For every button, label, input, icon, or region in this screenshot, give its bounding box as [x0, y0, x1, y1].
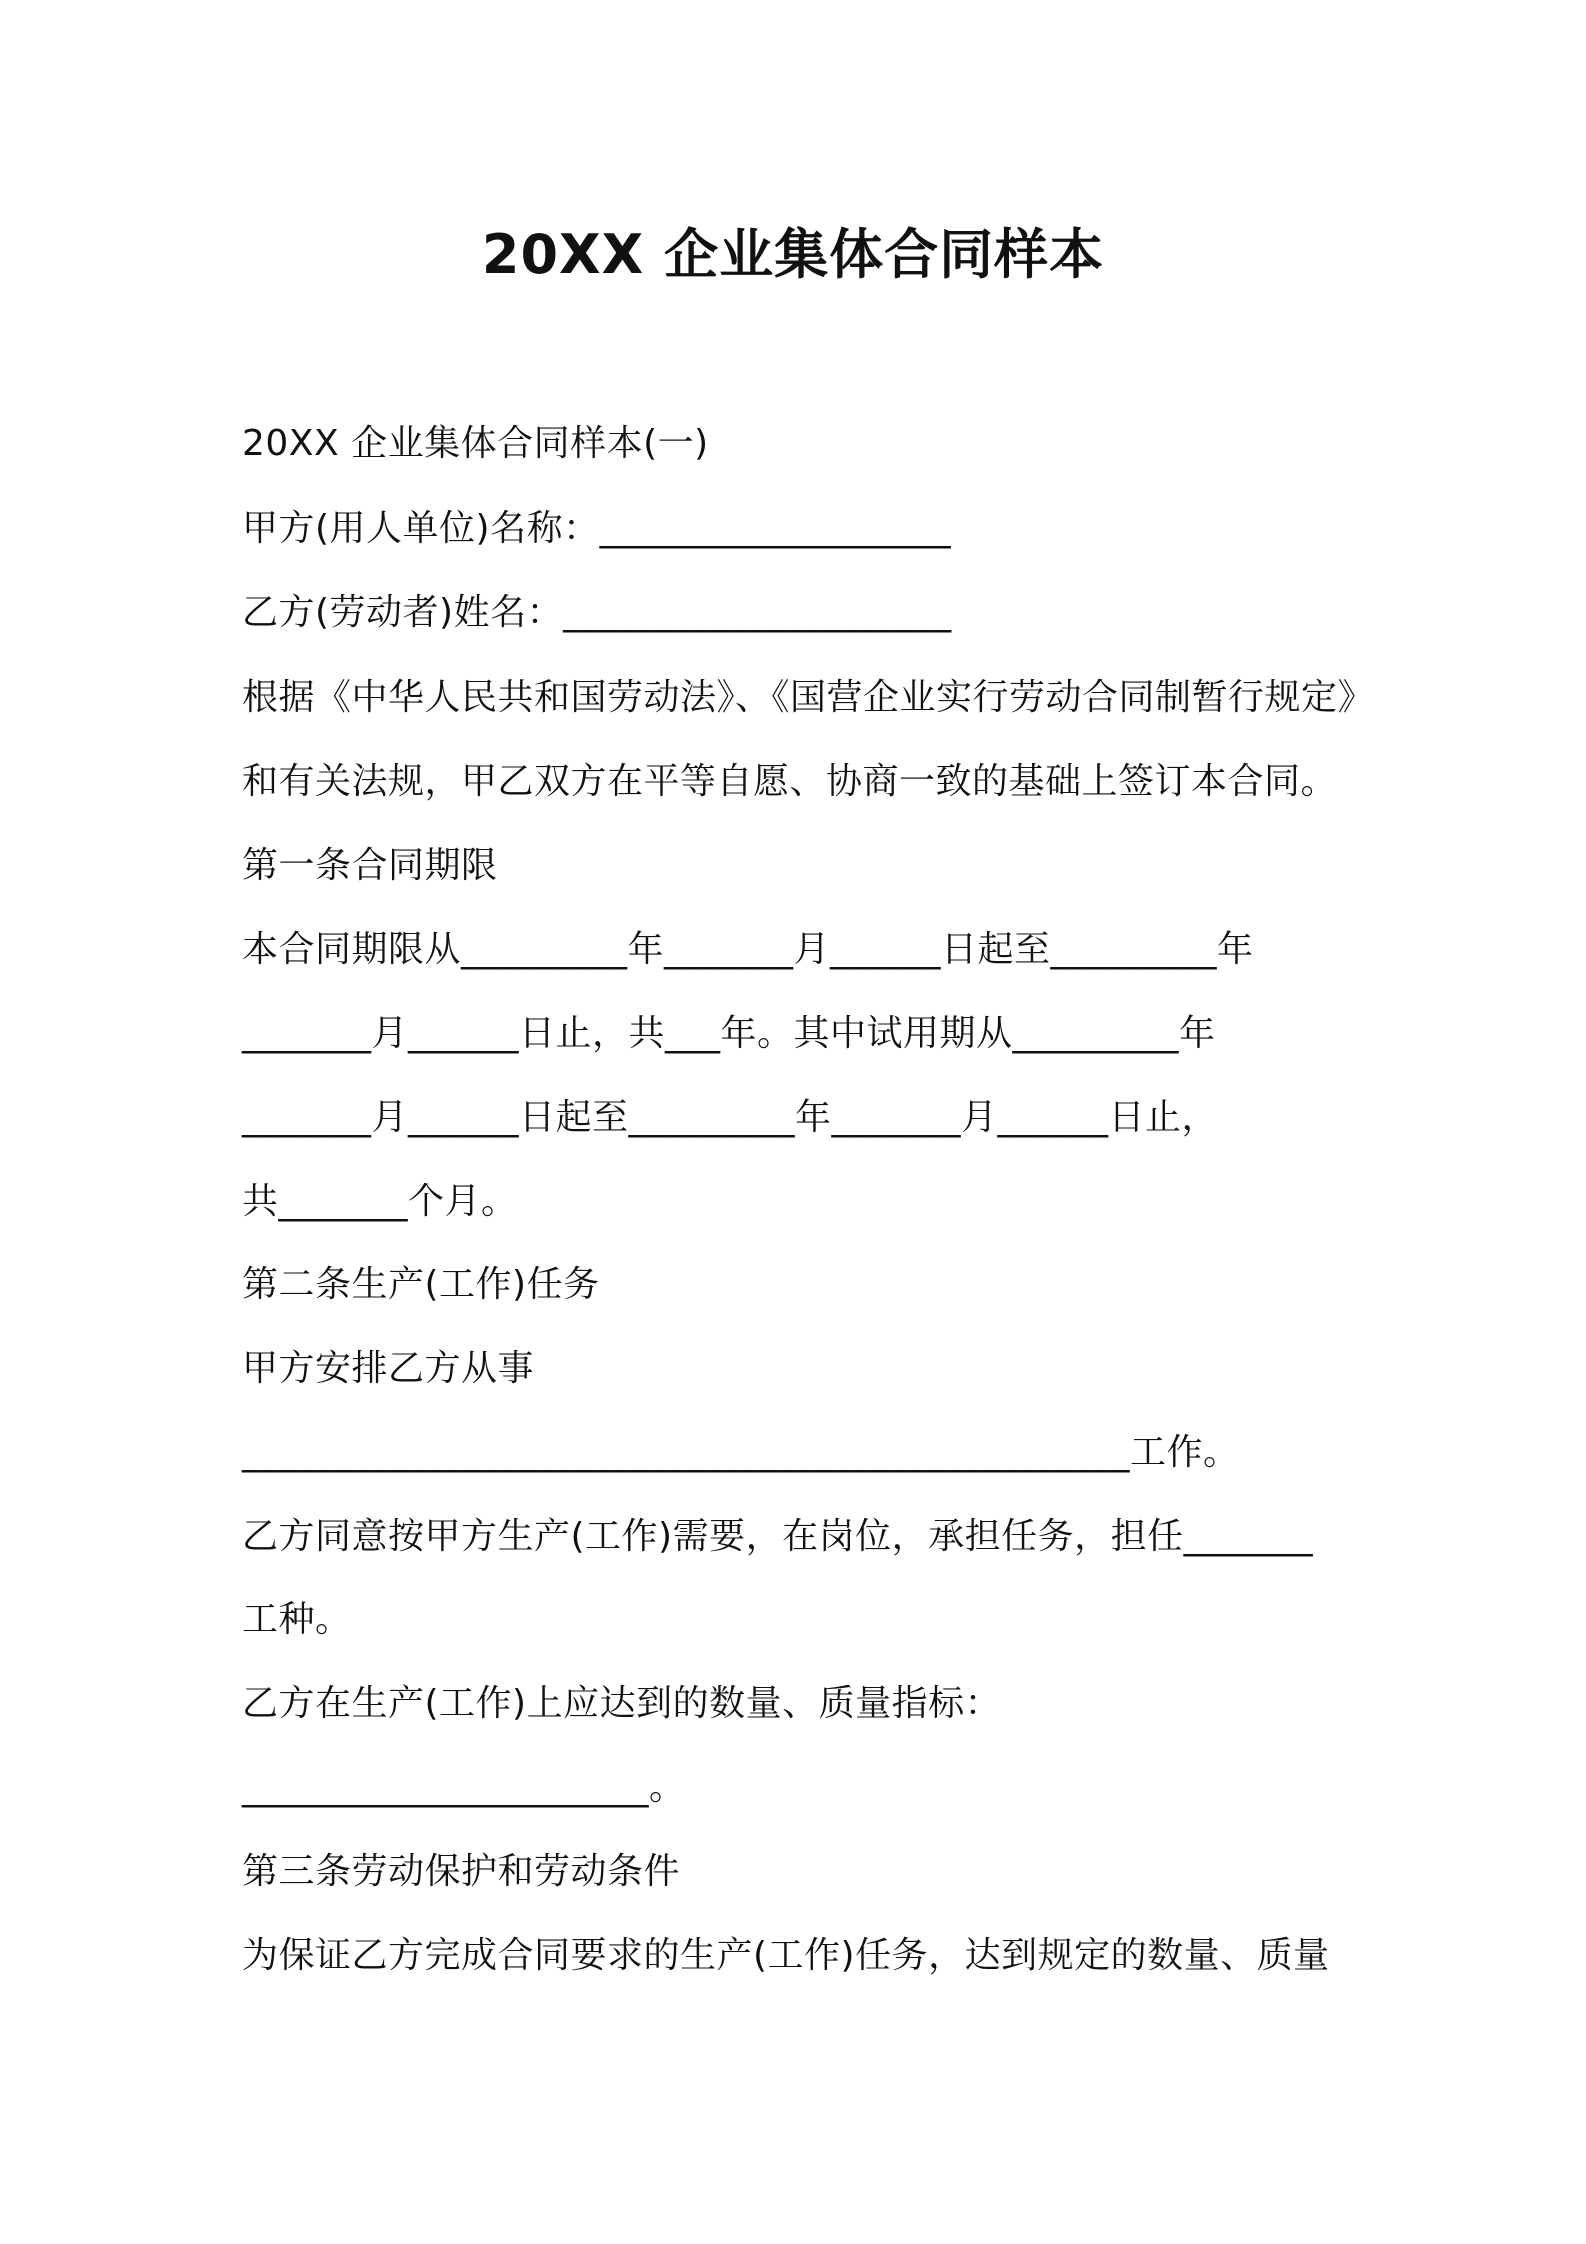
- article-2-line-2: ________________________________________________工作。: [242, 1432, 1240, 1473]
- article-2-heading: 第二条生产(工作)任务: [242, 1264, 600, 1305]
- article-2-line-3: 乙方同意按甲方生产(工作)需要，在岗位，承担任务，担任_______: [242, 1516, 1314, 1557]
- article-2-line-6: ______________________。: [242, 1767, 686, 1808]
- article-2-line-5: 乙方在生产(工作)上应达到的数量、质量指标：: [242, 1683, 1002, 1724]
- article-1-heading: 第一条合同期限: [242, 845, 498, 886]
- party-a-name-line: 甲方(用人单位)名称：___________________: [242, 508, 952, 549]
- party-b-name-line: 乙方(劳动者)姓名：_____________________: [242, 592, 952, 633]
- article-1-line-1: 本合同期限从_________年_______月______日起至_________年: [242, 929, 1254, 970]
- legal-basis-line-2: 和有关法规，甲乙双方在平等自愿、协商一致的基础上签订本合同。: [242, 761, 1338, 802]
- article-2-line-1: 甲方安排乙方从事: [242, 1348, 535, 1389]
- subtitle-line: 20XX 企业集体合同样本(一): [242, 423, 709, 464]
- document-title: 20XX 企业集体合同样本: [481, 223, 1105, 286]
- article-1-line-2: _______月______日止，共___年。其中试用期从_________年: [242, 1013, 1216, 1054]
- article-1-line-4: 共_______个月。: [242, 1181, 518, 1222]
- article-3-heading: 第三条劳动保护和劳动条件: [242, 1851, 681, 1892]
- legal-basis-line-1: 根据《中华人民共和国劳动法》、《国营企业实行劳动合同制暂行规定》: [242, 677, 1375, 718]
- article-1-line-3: _______月______日起至_________年_______月______日止，: [242, 1097, 1219, 1138]
- article-2-line-4: 工种。: [242, 1599, 352, 1640]
- article-3-line-1: 为保证乙方完成合同要求的生产(工作)任务，达到规定的数量、质量: [242, 1935, 1330, 1976]
